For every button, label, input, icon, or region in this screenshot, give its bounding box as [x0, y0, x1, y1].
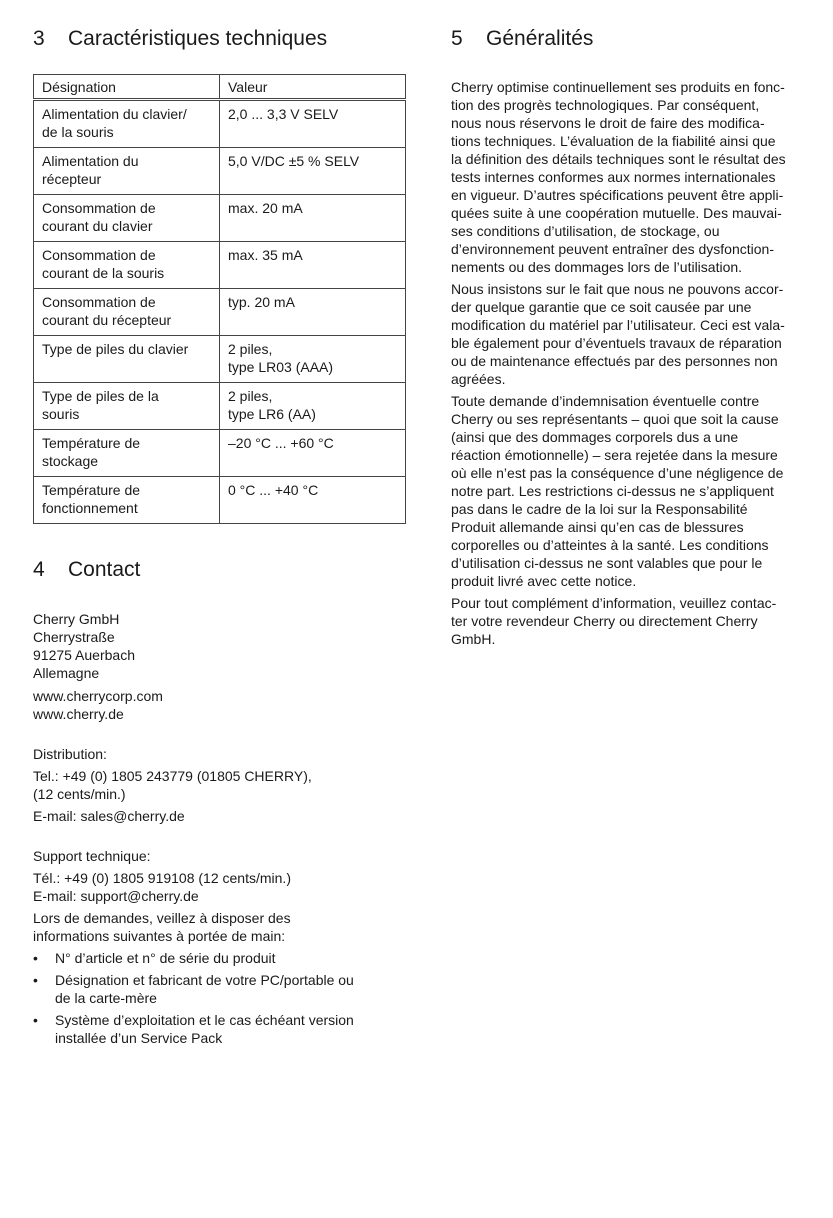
cell-valeur: [220, 148, 406, 195]
cell-valeur: [220, 100, 406, 148]
paragraph-line: (ainsi que des dommages corporels dus a une: [451, 429, 739, 445]
generalites-body: [451, 78, 821, 648]
support-email[interactable]: E-mail: support@cherry.de: [33, 888, 199, 904]
distribution-phone-line: Tel.: +49 (0) 1805 243779 (01805 CHERRY),: [33, 768, 312, 784]
cell-line: 5,0 V/DC ±5 % SELV: [228, 153, 360, 169]
paragraph-line: pas dans le cadre de la loi sur la Responsabilité: [451, 501, 748, 517]
website-link[interactable]: www.cherrycorp.com: [33, 688, 163, 704]
support-note-line: Lors de demandes, veillez à disposer des: [33, 910, 291, 926]
support-note: [33, 909, 407, 945]
cell-valeur: [220, 195, 406, 242]
paragraph-line: réaction émotionnelle) – sera rejetée dans la mesure: [451, 447, 778, 463]
bullet-icon: •: [33, 950, 38, 966]
header-designation: Désignation: [34, 75, 220, 100]
distribution-phone: [33, 767, 407, 803]
paragraph-line: ble également pour d’éventuels travaux de réparation: [451, 335, 782, 351]
cell-line: Température de: [42, 435, 141, 451]
cell-line: souris: [42, 406, 80, 422]
distribution-email[interactable]: E-mail: sales@cherry.de: [33, 808, 185, 824]
cell-line: Type de piles de la: [42, 388, 159, 404]
cell-line: Type de piles du clavier: [42, 341, 189, 357]
support-note-line: informations suivantes à portée de main:: [33, 928, 286, 944]
paragraph-line: Nous insistons sur le fait que nous ne pouvons accor-: [451, 281, 784, 297]
cell-line: courant du clavier: [42, 218, 153, 234]
cell-valeur: [220, 289, 406, 336]
bullet-icon: •: [33, 1012, 38, 1028]
list-item: [33, 971, 407, 1007]
list-item-text: de la carte-mère: [55, 990, 157, 1006]
cell-designation: [34, 100, 220, 148]
paragraph: [451, 594, 821, 648]
address-line: Allemagne: [33, 665, 100, 681]
paragraph-line: Cherry ou ses représentants – quoi que soit la cause: [451, 411, 779, 427]
cell-line: courant du récepteur: [42, 312, 172, 328]
paragraph-line: en vigueur. D’autres spécifications peuvent être appli-: [451, 187, 784, 203]
address-line: Cherrystraße: [33, 629, 115, 645]
table-row: [34, 242, 406, 289]
paragraph-line: d’environnement peuvent entraîner des dysfonction-: [451, 241, 774, 257]
cell-line: typ. 20 mA: [228, 294, 295, 310]
table-row: [34, 477, 406, 524]
paragraph-line: der quelque garantie que ce soit causée par une: [451, 299, 752, 315]
cell-valeur: [220, 383, 406, 430]
left-column: [33, 26, 407, 1051]
cell-designation: [34, 430, 220, 477]
cell-line: Consommation de: [42, 294, 156, 310]
support-phone: Tél.: +49 (0) 1805 919108 (12 cents/min.): [33, 870, 291, 886]
cell-designation: [34, 289, 220, 336]
paragraph-line: d’utilisation ci-dessus ne sont valables que pour le: [451, 555, 763, 571]
paragraph-line: Produit allemande ainsi qu’en cas de blessures: [451, 519, 744, 535]
section-5-heading: [451, 26, 821, 52]
list-item-text: Système d’exploitation et le cas échéant version: [55, 1012, 354, 1028]
right-column: [451, 26, 821, 652]
distribution-title: Distribution:: [33, 746, 107, 762]
list-item-text: installée d’un Service Pack: [55, 1030, 223, 1046]
support-title: Support technique:: [33, 848, 151, 864]
support-contact: [33, 869, 407, 905]
table-row: [34, 148, 406, 195]
paragraph-line: Toute demande d’indemnisation éventuelle contre: [451, 393, 760, 409]
distribution-phone-line: (12 cents/min.): [33, 786, 126, 802]
section-5-title: Généralités: [486, 27, 594, 50]
cell-line: Alimentation du: [42, 153, 139, 169]
cell-line: 2 piles,: [228, 341, 273, 357]
paragraph-line: Pour tout complément d’information, veuillez contac-: [451, 595, 777, 611]
cell-line: max. 20 mA: [228, 200, 303, 216]
table-row: [34, 336, 406, 383]
paragraph-line: ou de maintenance effectués par des personnes non: [451, 353, 778, 369]
cell-designation: [34, 336, 220, 383]
cell-designation: [34, 477, 220, 524]
bullet-icon: •: [33, 972, 38, 988]
header-valeur: Valeur: [220, 75, 406, 100]
cell-line: –20 °C ... +60 °C: [228, 435, 334, 451]
cell-line: stockage: [42, 453, 99, 469]
table-row: [34, 430, 406, 477]
website-link[interactable]: www.cherry.de: [33, 706, 124, 722]
section-3-title: Caractéristiques techniques: [68, 27, 328, 50]
section-5-number: 5: [451, 27, 463, 50]
cell-line: max. 35 mA: [228, 247, 303, 263]
paragraph-line: GmbH.: [451, 631, 496, 647]
paragraph-line: notre part. Les restrictions ci-dessus ne s’appliquent: [451, 483, 774, 499]
cell-valeur: [220, 430, 406, 477]
paragraph: [451, 280, 821, 388]
cell-line: 0 °C ... +40 °C: [228, 482, 319, 498]
table-row: [34, 383, 406, 430]
cell-valeur: [220, 477, 406, 524]
cell-designation: [34, 195, 220, 242]
address-line: Cherry GmbH: [33, 611, 120, 627]
cell-designation: [34, 148, 220, 195]
cell-line: 2 piles,: [228, 388, 273, 404]
paragraph-line: ses conditions d’utilisation, de stockage, ou: [451, 223, 720, 239]
paragraph-line: tion des progrès technologiques. Par conséquent,: [451, 97, 760, 113]
paragraph-line: agréées.: [451, 371, 506, 387]
cell-designation: [34, 242, 220, 289]
address-line: 91275 Auerbach: [33, 647, 135, 663]
paragraph-line: la définition des détails techniques sont le résultat des: [451, 151, 786, 167]
paragraph-line: ter votre revendeur Cherry ou directement Cherry: [451, 613, 758, 629]
cell-valeur: [220, 336, 406, 383]
paragraph: [451, 78, 821, 276]
paragraph-line: nous nous réservons le droit de faire des modifica-: [451, 115, 765, 131]
cell-line: courant de la souris: [42, 265, 165, 281]
cell-line: Consommation de: [42, 200, 156, 216]
paragraph-line: tions techniques. L’évaluation de la fiabilité ainsi que: [451, 133, 776, 149]
paragraph-line: où elle n’est pas la conséquence d’une négligence de: [451, 465, 784, 481]
support-bullet-list: [33, 949, 407, 1047]
section-4-title: Contact: [68, 558, 141, 581]
paragraph-line: quées suite à une coopération mutuelle. Des mauvai-: [451, 205, 782, 221]
table-row: [34, 289, 406, 336]
cell-line: Température de: [42, 482, 141, 498]
section-3-heading: [33, 26, 407, 52]
section-4-heading: [33, 557, 407, 583]
list-item: [33, 1011, 407, 1047]
list-item-text: N° d’article et n° de série du produit: [55, 950, 276, 966]
cell-line: type LR03 (AAA): [228, 359, 334, 375]
company-address: [33, 610, 407, 682]
paragraph-line: nements ou des dommages lors de l’utilisation.: [451, 259, 743, 275]
paragraph-line: tests internes conformes aux normes internationales: [451, 169, 776, 185]
paragraph-line: produit livré avec cette notice.: [451, 573, 637, 589]
paragraph-line: modification du matériel par l’utilisateur. Ceci est vala-: [451, 317, 785, 333]
cell-designation: [34, 383, 220, 430]
paragraph-line: corporelles ou d’atteintes à la santé. Les conditions: [451, 537, 769, 553]
table-row: [34, 100, 406, 148]
cell-valeur: [220, 242, 406, 289]
specs-table: [33, 74, 406, 524]
list-item: [33, 949, 407, 967]
cell-line: de la souris: [42, 124, 114, 140]
cell-line: Alimentation du clavier/: [42, 106, 187, 122]
paragraph: [451, 392, 821, 590]
websites: [33, 687, 407, 723]
cell-line: récepteur: [42, 171, 102, 187]
cell-line: 2,0 ... 3,3 V SELV: [228, 106, 339, 122]
section-3-number: 3: [33, 27, 45, 50]
specs-table-header: [34, 75, 406, 100]
cell-line: fonctionnement: [42, 500, 138, 516]
list-item-text: Désignation et fabricant de votre PC/portable ou: [55, 972, 354, 988]
section-4-number: 4: [33, 558, 45, 581]
paragraph-line: Cherry optimise continuellement ses produits en fonc-: [451, 79, 785, 95]
cell-line: type LR6 (AA): [228, 406, 316, 422]
table-row: [34, 195, 406, 242]
cell-line: Consommation de: [42, 247, 156, 263]
